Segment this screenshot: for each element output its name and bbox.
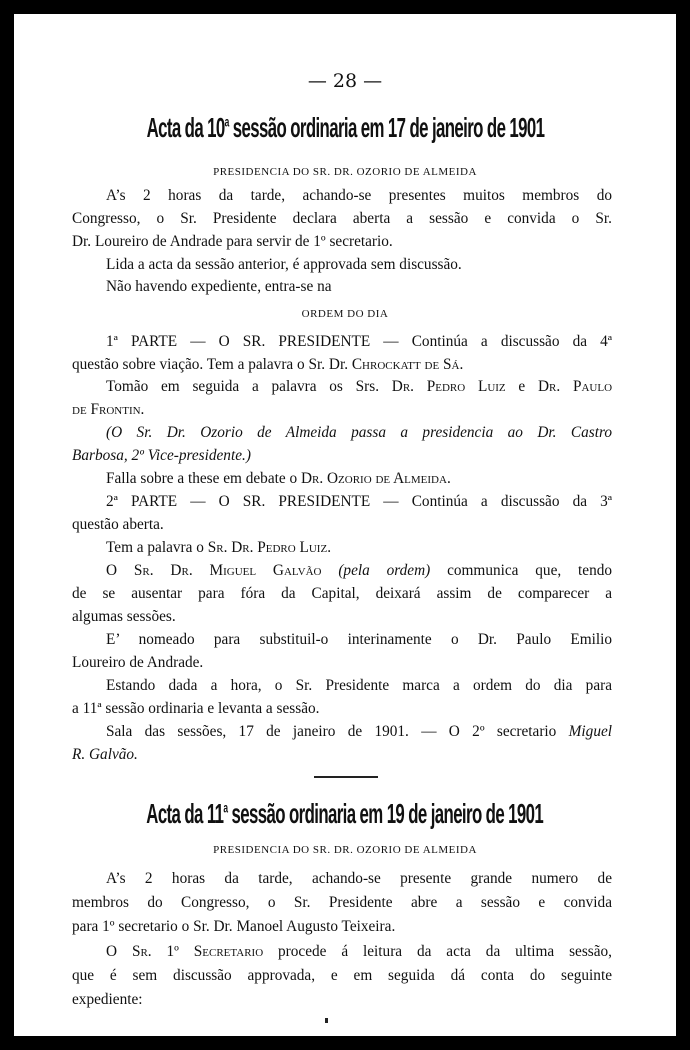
- act-10-paragraph-line: de Frontin.: [72, 401, 145, 418]
- act-10-paragraph-line: R. Galvão.: [72, 746, 138, 763]
- act-11-paragraph-line: para 1º secretario o Sr. Dr. Manoel Augusto Teixeira.: [72, 918, 396, 935]
- act-11-paragraph-line: A’s 2 horas da tarde, achando-se presente grande numero de: [106, 870, 612, 887]
- page-number: — 28 —: [307, 70, 383, 92]
- act-10-paragraph-line: algumas sessões.: [72, 608, 176, 625]
- act-10-paragraph-line: Sala das sessões, 17 de janeiro de 1901. — O 2º secretario Miguel: [106, 723, 613, 740]
- act-10-paragraph-line: questão sobre viação. Tem a palavra o Sr. Dr. Chrockatt de Sá.: [72, 356, 464, 373]
- act-10-presidencia-heading: PRESIDENCIA DO SR. DR. OZORIO DE ALMEIDA: [213, 166, 477, 178]
- act-10-paragraph-line: Congresso, o Sr. Presidente declara aberta a sessão e convida o Sr.: [72, 210, 612, 227]
- act-10-paragraph-line: Loureiro de Andrade.: [72, 654, 204, 671]
- act-10-paragraph-line: Falla sobre a these em debate o Dr. Ozorio de Almeida.: [106, 470, 451, 487]
- act-10-paragraph-line: O Sr. Dr. Miguel Galvão (pela ordem) communica que, tendo: [106, 562, 613, 579]
- act-10-paragraph-line: Tem a palavra o Sr. Dr. Pedro Luiz.: [106, 539, 332, 556]
- act-10-paragraph-line: Estando dada a hora, o Sr. Presidente marca a ordem do dia para: [106, 677, 612, 694]
- act-10-paragraph-line: 1ª PARTE — O SR. PRESIDENTE — Continúa a discussão da 4ª: [106, 333, 612, 350]
- document-page: [14, 14, 676, 1036]
- act-10-paragraph-line: Tomão em seguida a palavra os Srs. Dr. Pedro Luiz e Dr. Paulo: [106, 378, 613, 395]
- act-10-paragraph-line: questão aberta.: [72, 516, 164, 533]
- act-11-title: Acta da 11$^a$ sessão ordinaria em 19 de janeiro de 1901: [146, 798, 544, 829]
- act-10-paragraph-line: a 11ª sessão ordinaria e levanta a sessão.: [72, 700, 320, 717]
- act-11-presidencia-heading: PRESIDENCIA DO SR. DR. OZORIO DE ALMEIDA: [213, 844, 477, 856]
- act-10-paragraph-line: Dr. Loureiro de Andrade para servir de 1º secretario.: [72, 233, 393, 250]
- ink-speck: [325, 1018, 328, 1023]
- act-11-paragraph-line: que é sem discussão approvada, e em seguida dá conta do seguinte: [72, 967, 612, 984]
- act-11-paragraph-line: O Sr. 1º Secretario procede á leitura da acta da ultima sessão,: [106, 943, 612, 960]
- act-10-paragraph-line: Barbosa, 2º Vice-presidente.): [72, 447, 251, 464]
- act-10-paragraph-line: Não havendo expediente, entra-se na: [106, 278, 332, 295]
- act-10-paragraph-line: de se ausentar para fóra da Capital, deixará assim de comparecer a: [72, 585, 612, 602]
- act-11-paragraph-line: membros do Congresso, o Sr. Presidente abre a sessão e convida: [72, 894, 612, 911]
- act-10-paragraph-line: 2ª PARTE — O SR. PRESIDENTE — Continúa a discussão da 3ª: [106, 493, 612, 510]
- act-10-paragraph-line: A’s 2 horas da tarde, achando-se presentes muitos membros do: [106, 187, 612, 204]
- section-divider: [314, 776, 378, 778]
- act-10-paragraph-line: E’ nomeado para substituil-o interinamente o Dr. Paulo Emilio: [106, 631, 612, 648]
- act-10-title: Acta da 10$^a$ sessão ordinaria em 17 de janeiro de 1901: [146, 112, 545, 143]
- ordem-do-dia-heading: ORDEM DO DIA: [301, 308, 389, 320]
- act-11-paragraph-line: expediente:: [72, 991, 143, 1008]
- act-10-paragraph-line: (O Sr. Dr. Ozorio de Almeida passa a presidencia ao Dr. Castro: [106, 424, 612, 441]
- act-10-paragraph-line: Lida a acta da sessão anterior, é approvada sem discussão.: [106, 256, 462, 273]
